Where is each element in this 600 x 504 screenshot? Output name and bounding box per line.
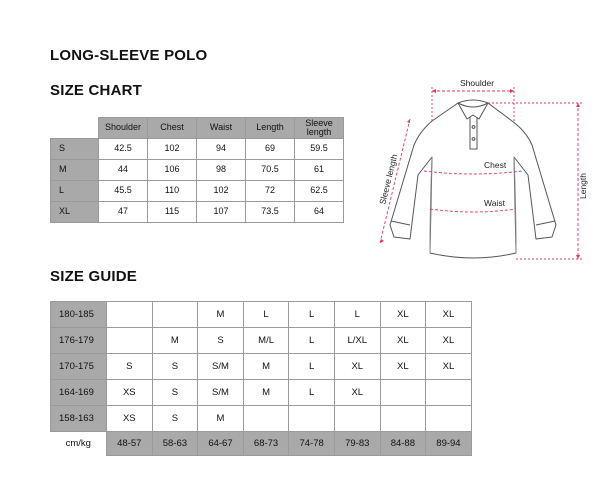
table-row — [51, 354, 472, 380]
waist-label: Waist — [484, 198, 505, 208]
header-sleeve-length: Sleeve length — [295, 118, 344, 139]
table-cell: 73.5 — [246, 202, 295, 223]
table-cell: L — [289, 380, 335, 406]
table-cell: 107 — [197, 202, 246, 223]
table-cell: XL — [334, 380, 380, 406]
weight-label: 74-78 — [289, 432, 335, 456]
table-cell: M — [198, 302, 244, 328]
table-corner — [51, 118, 99, 139]
table-cell — [380, 380, 426, 406]
chest-label: Chest — [484, 160, 507, 170]
product-title: LONG-SLEEVE POLO — [50, 47, 208, 64]
table-cell — [380, 406, 426, 432]
table-cell: XL — [426, 328, 472, 354]
table-row — [51, 328, 472, 354]
table-cell: 115 — [148, 202, 197, 223]
table-cell: S/M — [198, 380, 244, 406]
size-label: S — [51, 139, 99, 160]
table-cell: S — [152, 354, 198, 380]
table-cell: XS — [107, 380, 153, 406]
table-cell: 44 — [99, 160, 148, 181]
header-chest: Chest — [148, 118, 197, 139]
table-cell: 69 — [246, 139, 295, 160]
table-cell: XL — [380, 302, 426, 328]
table-cell: 102 — [148, 139, 197, 160]
table-cell — [152, 302, 198, 328]
table-cell: 72 — [246, 181, 295, 202]
table-cell: L/XL — [334, 328, 380, 354]
table-cell: 62.5 — [295, 181, 344, 202]
size-label: XL — [51, 202, 99, 223]
table-cell — [426, 380, 472, 406]
table-cell — [243, 406, 289, 432]
table-cell: 110 — [148, 181, 197, 202]
weight-label: 89-94 — [426, 432, 472, 456]
table-cell: 70.5 — [246, 160, 295, 181]
table-cell — [107, 328, 153, 354]
header-shoulder: Shoulder — [99, 118, 148, 139]
table-cell: XL — [380, 328, 426, 354]
header-length: Length — [246, 118, 295, 139]
size-label: L — [51, 181, 99, 202]
table-cell: S — [152, 380, 198, 406]
table-cell: 59.5 — [295, 139, 344, 160]
weight-label: 48-57 — [107, 432, 153, 456]
table-cell: S/M — [198, 354, 244, 380]
size-label: M — [51, 160, 99, 181]
table-row — [51, 202, 344, 223]
unit-label: cm/kg — [65, 437, 91, 449]
table-cell — [426, 406, 472, 432]
height-label: 170-175 — [51, 354, 107, 380]
weight-label: 79-83 — [334, 432, 380, 456]
table-row — [51, 160, 344, 181]
size-guide-table — [50, 301, 472, 456]
height-label: 164-169 — [51, 380, 107, 406]
table-row — [51, 406, 472, 432]
table-cell — [289, 406, 335, 432]
table-cell: 98 — [197, 160, 246, 181]
table-cell: M — [198, 406, 244, 432]
weight-label: 68-73 — [243, 432, 289, 456]
size-chart-title: SIZE CHART — [50, 82, 142, 99]
table-cell: S — [152, 406, 198, 432]
table-cell: 102 — [197, 181, 246, 202]
polo-shirt-diagram — [370, 75, 600, 275]
height-label: 158-163 — [51, 406, 107, 432]
length-label: Length — [578, 173, 588, 199]
shoulder-label: Shoulder — [460, 78, 495, 88]
height-label: 176-179 — [51, 328, 107, 354]
table-cell: XL — [334, 354, 380, 380]
height-label: 180-185 — [51, 302, 107, 328]
size-guide-title: SIZE GUIDE — [50, 268, 138, 285]
table-cell: L — [334, 302, 380, 328]
table-cell: XL — [426, 354, 472, 380]
table-row — [51, 181, 344, 202]
sleeve-length-label: Sleeve length — [377, 153, 400, 206]
table-cell: 64 — [295, 202, 344, 223]
table-cell: M — [152, 328, 198, 354]
table-cell: 47 — [99, 202, 148, 223]
weight-label: 84-88 — [380, 432, 426, 456]
table-cell: M/L — [243, 328, 289, 354]
table-cell: 42.5 — [99, 139, 148, 160]
table-row — [51, 139, 344, 160]
table-cell: M — [243, 354, 289, 380]
table-cell: 94 — [197, 139, 246, 160]
table-row — [51, 302, 472, 328]
table-row — [51, 380, 472, 406]
table-cell: S — [198, 328, 244, 354]
polo-shirt-outline — [390, 100, 556, 258]
table-cell: L — [243, 302, 289, 328]
header-waist: Waist — [197, 118, 246, 139]
weight-header-row — [51, 432, 472, 456]
table-cell: XS — [107, 406, 153, 432]
weight-label: 64-67 — [198, 432, 244, 456]
table-cell: L — [289, 354, 335, 380]
table-cell: L — [289, 302, 335, 328]
table-cell: M — [243, 380, 289, 406]
size-chart-header-row — [51, 118, 344, 139]
table-cell: XL — [426, 302, 472, 328]
table-cell: S — [107, 354, 153, 380]
table-cell — [107, 302, 153, 328]
table-cell: 61 — [295, 160, 344, 181]
table-cell: L — [289, 328, 335, 354]
table-cell: XL — [380, 354, 426, 380]
table-cell: 106 — [148, 160, 197, 181]
table-cell — [334, 406, 380, 432]
table-cell: 45.5 — [99, 181, 148, 202]
weight-label: 58-63 — [152, 432, 198, 456]
size-chart-table — [50, 117, 344, 223]
